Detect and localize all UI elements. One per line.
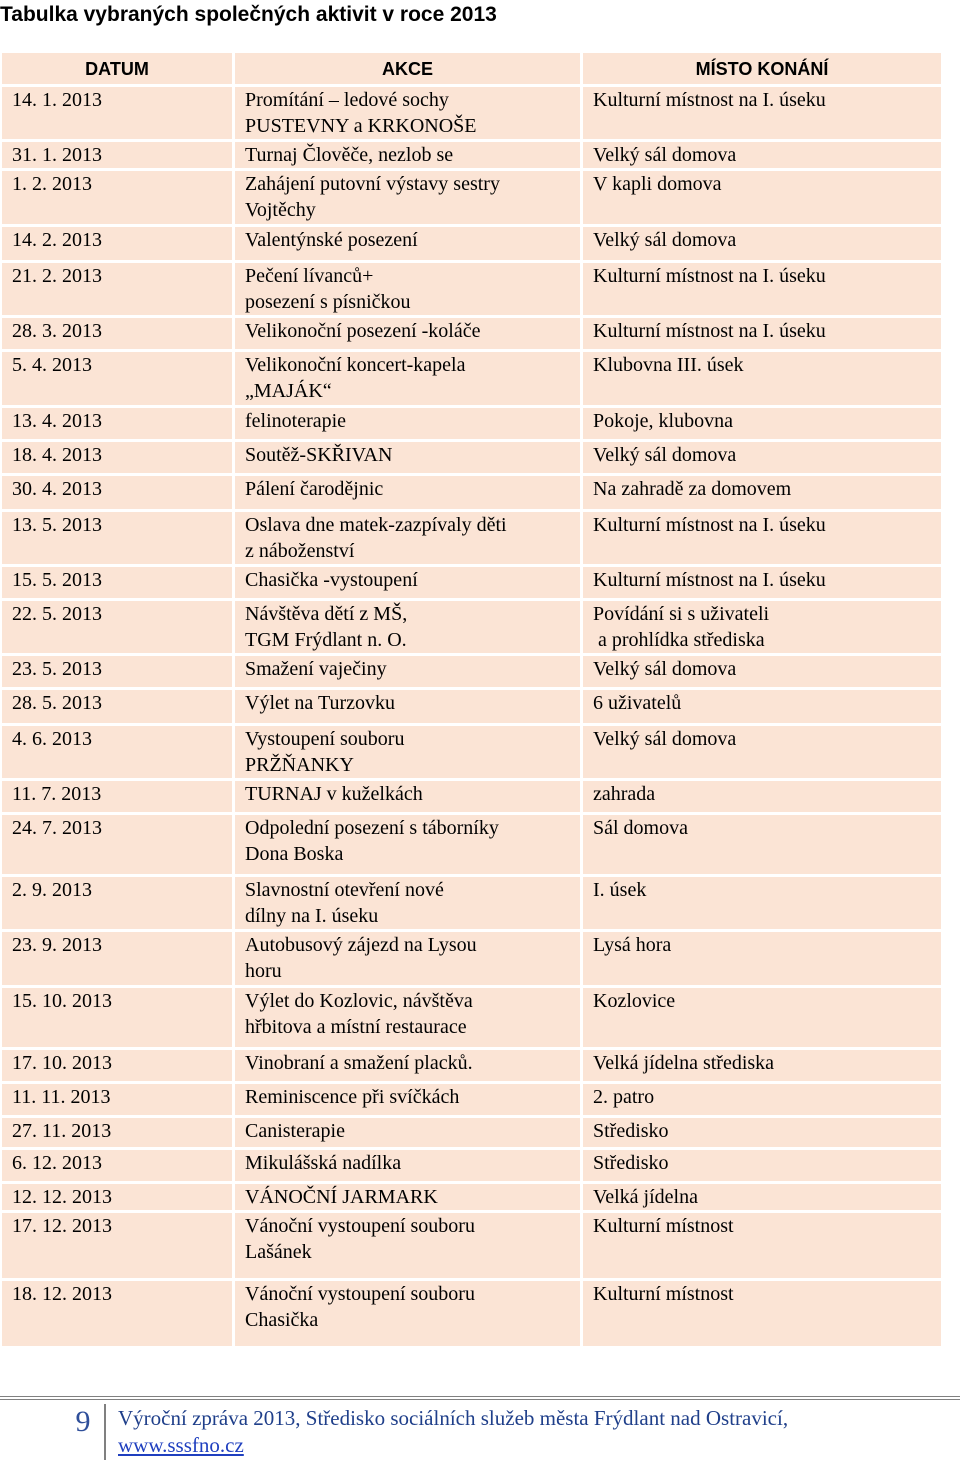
row-date: 15. 5. 2013	[2, 567, 235, 601]
row-event: Mikulášská nadílka	[235, 1150, 583, 1184]
table-row	[2, 601, 944, 656]
row-place: 2. patro	[583, 1084, 944, 1118]
row-place: Pokoje, klubovna	[583, 408, 944, 442]
row-event: felinoterapie	[235, 408, 583, 442]
table-row	[2, 442, 944, 476]
row-place: Kulturní místnost na I. úseku	[583, 87, 944, 142]
row-place: Na zahradě za domovem	[583, 476, 944, 512]
row-place: Kulturní místnost na I. úseku	[583, 567, 944, 601]
row-place: Povídání si s uživateli a prohlídka střediska	[583, 601, 944, 656]
row-place: Kulturní místnost na I. úseku	[583, 263, 944, 318]
row-event: Oslava dne matek-zazpívaly děti z náboženství	[235, 512, 583, 567]
row-place: zahrada	[583, 781, 944, 815]
row-event: Návštěva dětí z MŠ, TGM Frýdlant n. O.	[235, 601, 583, 656]
row-event: Canisterapie	[235, 1118, 583, 1150]
row-event: Smažení vaječiny	[235, 656, 583, 690]
row-event: Vinobraní a smažení placků.	[235, 1050, 583, 1084]
table-row	[2, 352, 944, 408]
row-event: Vánoční vystoupení souboru Chasička	[235, 1281, 583, 1349]
table-row	[2, 263, 944, 318]
table-row	[2, 512, 944, 567]
row-date: 28. 5. 2013	[2, 690, 235, 726]
table-row	[2, 1213, 944, 1281]
row-place: Velký sál domova	[583, 227, 944, 263]
row-event: Soutěž-SKŘIVAN	[235, 442, 583, 476]
table-row	[2, 781, 944, 815]
row-event: Slavnostní otevření nové dílny na I. úseku	[235, 877, 583, 932]
table-row	[2, 1184, 944, 1213]
row-date: 14. 2. 2013	[2, 227, 235, 263]
row-place: Velká jídelna střediska	[583, 1050, 944, 1084]
row-date: 21. 2. 2013	[2, 263, 235, 318]
row-event: Zahájení putovní výstavy sestry Vojtěchy	[235, 171, 583, 227]
table-header-row	[2, 53, 944, 87]
activities-table	[2, 53, 944, 1349]
footer-text: Výroční zpráva 2013, Středisko sociálních služeb města Frýdlant nad Ostravicí,	[118, 1406, 789, 1430]
row-place: Kulturní místnost	[583, 1213, 944, 1281]
row-event: Pečení lívanců+ posezení s písničkou	[235, 263, 583, 318]
row-date: 13. 4. 2013	[2, 408, 235, 442]
table-row	[2, 87, 944, 142]
table-row	[2, 476, 944, 512]
page-title: Tabulka vybraných společných aktivit v roce 2013	[0, 3, 497, 26]
row-place: Kulturní místnost na I. úseku	[583, 318, 944, 352]
row-date: 17. 12. 2013	[2, 1213, 235, 1281]
table-row	[2, 690, 944, 726]
row-place: Velký sál domova	[583, 656, 944, 690]
row-event: Vánoční vystoupení souboru Lašánek	[235, 1213, 583, 1281]
row-place: Kozlovice	[583, 988, 944, 1050]
row-date: 23. 9. 2013	[2, 932, 235, 988]
row-place: Velká jídelna	[583, 1184, 944, 1213]
row-date: 28. 3. 2013	[2, 318, 235, 352]
row-event: Chasička -vystoupení	[235, 567, 583, 601]
row-date: 6. 12. 2013	[2, 1150, 235, 1184]
row-date: 27. 11. 2013	[2, 1118, 235, 1150]
footer-link[interactable]: www.sssfno.cz	[118, 1433, 244, 1457]
table-row	[2, 567, 944, 601]
table-row	[2, 1118, 944, 1150]
row-place: Kulturní místnost na I. úseku	[583, 512, 944, 567]
row-event: Valentýnské posezení	[235, 227, 583, 263]
table-row	[2, 171, 944, 227]
page-number: 9	[75, 1405, 91, 1438]
table-row	[2, 988, 944, 1050]
row-place: Sál domova	[583, 815, 944, 877]
row-event: Promítání – ledové sochy PUSTEVNY a KRKONOŠE	[235, 87, 583, 142]
row-date: 5. 4. 2013	[2, 352, 235, 408]
row-date: 2. 9. 2013	[2, 877, 235, 932]
table-row	[2, 877, 944, 932]
row-event: Výlet do Kozlovic, návštěva hřbitova a místní restaurace	[235, 988, 583, 1050]
row-event: Velikonoční posezení -koláče	[235, 318, 583, 352]
row-event: Výlet na Turzovku	[235, 690, 583, 726]
row-place: Klubovna III. úsek	[583, 352, 944, 408]
row-place: Kulturní místnost	[583, 1281, 944, 1349]
table-row	[2, 1150, 944, 1184]
table-body	[2, 87, 944, 1349]
table-row	[2, 1281, 944, 1349]
row-date: 24. 7. 2013	[2, 815, 235, 877]
footer-separator	[104, 1404, 106, 1460]
table-row	[2, 142, 944, 171]
row-date: 23. 5. 2013	[2, 656, 235, 690]
row-event: Pálení čarodějnic	[235, 476, 583, 512]
row-date: 30. 4. 2013	[2, 476, 235, 512]
table-row	[2, 408, 944, 442]
table-row	[2, 1084, 944, 1118]
row-event: Vystoupení souboru PRŽŇANKY	[235, 726, 583, 781]
table-row	[2, 726, 944, 781]
row-place: 6 uživatelů	[583, 690, 944, 726]
row-place: V kapli domova	[583, 171, 944, 227]
row-date: 1. 2. 2013	[2, 171, 235, 227]
row-date: 12. 12. 2013	[2, 1184, 235, 1213]
row-date: 31. 1. 2013	[2, 142, 235, 171]
row-event: Autobusový zájezd na Lysou horu	[235, 932, 583, 988]
header-event: AKCE	[235, 53, 583, 87]
row-date: 13. 5. 2013	[2, 512, 235, 567]
row-date: 18. 4. 2013	[2, 442, 235, 476]
footer-divider	[0, 1396, 960, 1400]
table-row	[2, 1050, 944, 1084]
header-place: MÍSTO KONÁNÍ	[583, 53, 944, 87]
footer	[118, 1405, 958, 1459]
table-row	[2, 815, 944, 877]
row-event: Turnaj Člověče, nezlob se	[235, 142, 583, 171]
row-event: Reminiscence při svíčkách	[235, 1084, 583, 1118]
row-date: 14. 1. 2013	[2, 87, 235, 142]
table-row	[2, 656, 944, 690]
row-place: Lysá hora	[583, 932, 944, 988]
row-event: TURNAJ v kuželkách	[235, 781, 583, 815]
table-row	[2, 932, 944, 988]
row-date: 15. 10. 2013	[2, 988, 235, 1050]
table-row	[2, 227, 944, 263]
table-row	[2, 318, 944, 352]
row-place: I. úsek	[583, 877, 944, 932]
row-date: 18. 12. 2013	[2, 1281, 235, 1349]
row-event: VÁNOČNÍ JARMARK	[235, 1184, 583, 1213]
row-date: 17. 10. 2013	[2, 1050, 235, 1084]
row-date: 11. 11. 2013	[2, 1084, 235, 1118]
row-date: 4. 6. 2013	[2, 726, 235, 781]
row-place: Velký sál domova	[583, 442, 944, 476]
row-date: 11. 7. 2013	[2, 781, 235, 815]
row-place: Středisko	[583, 1150, 944, 1184]
row-place: Velký sál domova	[583, 726, 944, 781]
header-date: DATUM	[2, 53, 235, 87]
row-event: Odpolední posezení s táborníky Dona Boska	[235, 815, 583, 877]
row-place: Velký sál domova	[583, 142, 944, 171]
row-event: Velikonoční koncert-kapela „MAJÁK“	[235, 352, 583, 408]
row-date: 22. 5. 2013	[2, 601, 235, 656]
row-place: Středisko	[583, 1118, 944, 1150]
